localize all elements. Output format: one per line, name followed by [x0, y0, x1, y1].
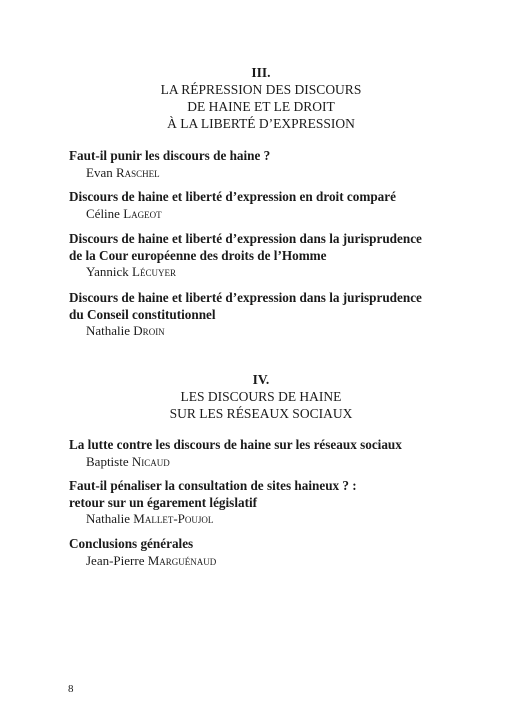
- toc-entry: [69, 189, 509, 222]
- entry-title: Faut-il pénaliser la consultation de sites haineux ? :: [69, 478, 357, 493]
- entry-title: du Conseil constitutionnel: [69, 306, 216, 322]
- toc-entry: [69, 437, 509, 470]
- author-first-name: Yannick: [86, 264, 129, 279]
- part-title-line: SUR LES RÉSEAUX SOCIAUX: [169, 406, 353, 421]
- author-first-name: Jean-Pierre: [86, 552, 145, 568]
- author-last-name: Droin: [133, 323, 165, 338]
- page-number: 8: [68, 683, 74, 695]
- toc-entry: [69, 536, 509, 569]
- entry-title: de la Cour européenne des droits de l’Homme: [69, 247, 327, 263]
- author-first-name: Nathalie: [86, 511, 131, 526]
- part-number: IV.: [252, 372, 270, 387]
- author-last-name: Lécuyer: [132, 264, 176, 279]
- author-last-name: Raschel: [115, 164, 160, 180]
- entry-title: Faut-il punir les discours de haine ?: [69, 148, 271, 163]
- part-title-line: DE HAINE ET LE DROIT: [187, 99, 335, 114]
- entry-author: [69, 323, 509, 340]
- author-first-name: Baptiste: [86, 453, 129, 469]
- part-title-line: À LA LIBERTÉ D’EXPRESSION: [167, 116, 355, 131]
- part-heading-iii: [0, 64, 522, 132]
- entry-title: La lutte contre les discours de haine sur les réseaux sociaux: [69, 437, 402, 452]
- author-first-name: Evan: [86, 164, 113, 180]
- entry-author: [69, 454, 509, 471]
- part-title-line: LA RÉPRESSION DES DISCOURS: [160, 82, 362, 97]
- entry-title: Discours de haine et liberté d’expression dans la jurisprudence: [69, 231, 422, 246]
- author-last-name: Lageot: [123, 205, 162, 221]
- toc-entry: [69, 231, 509, 281]
- entry-title: retour sur un égarement législatif: [69, 494, 258, 510]
- entry-author: [69, 553, 509, 570]
- author-last-name: Mallet-Poujol: [133, 511, 214, 526]
- part-number: III.: [251, 65, 271, 80]
- author-last-name: Marguénaud: [147, 552, 217, 568]
- author-last-name: Nicaud: [131, 453, 170, 469]
- entry-author: [69, 165, 509, 182]
- author-first-name: Nathalie: [86, 323, 131, 338]
- part-heading-iv: [0, 371, 522, 422]
- toc-entry: [69, 478, 509, 528]
- part-title-line: LES DISCOURS DE HAINE: [180, 389, 342, 404]
- entry-title: Discours de haine et liberté d’expression dans la jurisprudence: [69, 290, 422, 305]
- toc-entry: [69, 290, 509, 340]
- entry-author: [69, 206, 509, 223]
- toc-entry: [69, 148, 509, 181]
- author-first-name: Céline: [86, 205, 120, 221]
- entry-title: Discours de haine et liberté d’expression en droit comparé: [69, 189, 396, 204]
- entry-author: [69, 511, 509, 528]
- entry-title: Conclusions générales: [69, 536, 194, 551]
- entry-author: [69, 264, 509, 281]
